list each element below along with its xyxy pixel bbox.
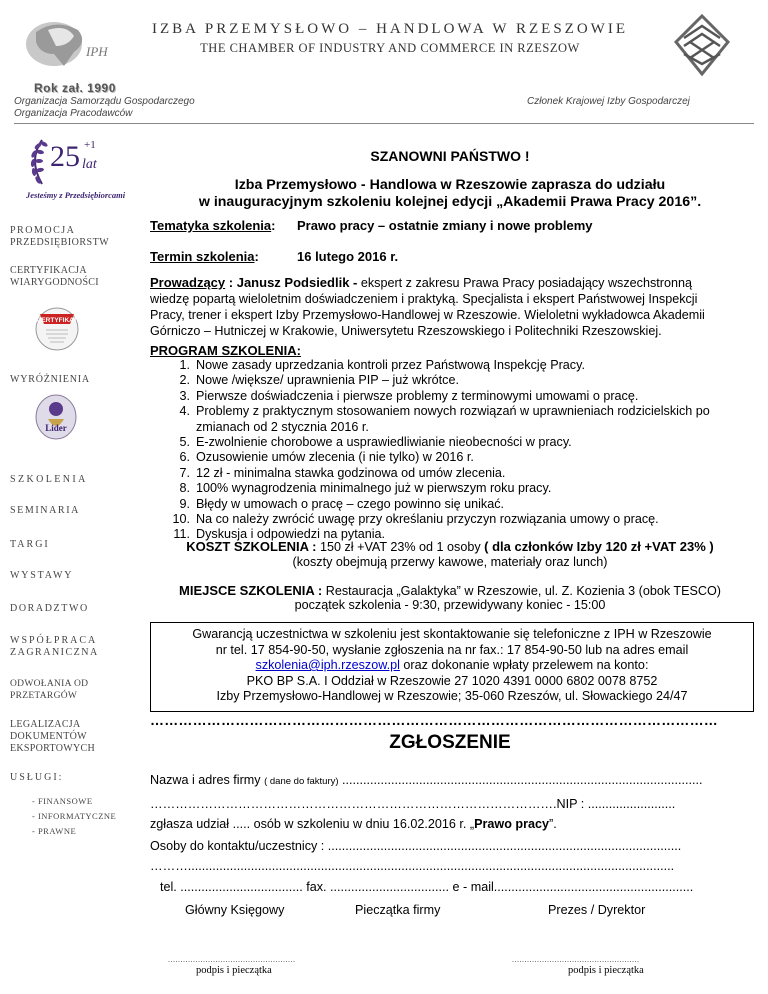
- sidebar-cert-2: WIARYGODNOŚCI: [10, 277, 99, 288]
- badge-slogan: Jesteśmy z Przedsiębiorcami: [26, 190, 126, 200]
- cost-line: [150, 539, 750, 554]
- date-label-text: Termin szkolenia: [150, 249, 255, 264]
- org-type-line1: Organizacja Samorządu Gospodarczego: [14, 96, 195, 107]
- program-title: PROGRAM SZKOLENIA:: [150, 343, 301, 358]
- place-label: MIEJSCE SZKOLENIA :: [179, 583, 323, 598]
- membership-note: Członek Krajowej Izby Gospodarczej: [527, 96, 690, 107]
- topic-label-text: Tematyka szkolenia: [150, 218, 272, 233]
- sidebar-service-law: - PRAWNE: [32, 826, 77, 836]
- cert-badge-text: CERTYFIKAT: [36, 317, 78, 324]
- program-item: 4. Problemy z praktycznym stosowaniem nowych rozwiązań w uprawnieniach rodzicielskich po: [179, 404, 710, 419]
- anniversary-badge-icon: [20, 132, 130, 207]
- signature-caption-left: podpis i pieczątka: [196, 965, 272, 976]
- box-line-1: Gwarancją uczestnictwa w szkoleniu jest skontaktowanie się telefoniczne z IPH w Rzeszowie: [192, 627, 712, 641]
- badge-number: 25: [50, 140, 80, 173]
- nip-field[interactable]: …………………………………………………………………………………….NIP : .........................: [150, 797, 676, 811]
- box-line-5: Izby Przemysłowo-Handlowej w Rzeszowie; 35-060 Rzeszów, ul. Słowackiego 24/47: [216, 689, 688, 703]
- sidebar-seminars: SEMINARIA: [10, 505, 80, 516]
- sidebar-awards: WYRÓŻNIENIA: [10, 374, 90, 385]
- place-time: początek szkolenia - 9:30, przewidywany koniec - 15:00: [294, 598, 606, 612]
- lider-badge-text: Lider: [45, 423, 67, 433]
- sidebar-consulting: DORADZTWO: [10, 603, 89, 614]
- trainer-desc-1: ekspert z zakresu Prawa Pracy posiadający wszechstronną: [357, 276, 692, 290]
- logo-letters: IPH: [86, 44, 108, 59]
- cost-member: ( dla członków Izby 120 zł +VAT 23% ): [484, 539, 714, 554]
- chamber-logo-icon: [18, 12, 118, 74]
- sidebar-appeals-1: ODWOŁANIA OD: [10, 679, 89, 689]
- topic-value: Prawo pracy – ostatnie zmiany i nowe problemy: [297, 218, 593, 233]
- president-label: Prezes / Dyrektor: [548, 903, 646, 917]
- date-value: 16 lutego 2016 r.: [297, 249, 399, 264]
- invitation-text: [150, 177, 750, 211]
- program-item: 9. Błędy w umowach o pracę – czego powinno się unikać.: [179, 496, 505, 511]
- sidebar-cert-1: CERTYFIKACJA: [10, 265, 87, 276]
- sidebar-legal-3: EKSPORTOWYCH: [10, 743, 96, 754]
- sidebar-exhibitions: WYSTAWY: [10, 570, 74, 581]
- sidebar-promo-1: PROMOCJA: [10, 225, 76, 236]
- header-divider: [14, 123, 754, 124]
- trainer-name: : Janusz Podsiedlik -: [228, 275, 358, 290]
- page-title: SZANOWNI PAŃSTWO !: [370, 148, 530, 164]
- program-item: 2. Nowe /większe/ uprawnienia PIP – już wkrótce.: [179, 373, 459, 388]
- badge-plus: +1: [84, 139, 96, 151]
- trainer-section: [150, 275, 750, 339]
- sidebar-coop-2: ZAGRANICZNA: [10, 647, 99, 658]
- lider-award-icon: [34, 393, 78, 441]
- chamber-name-pl: IZBA PRZEMYSŁOWO – HANDLOWA W RZESZOWIE: [151, 21, 628, 37]
- sidebar-coop-1: WSPÓŁPRACA: [10, 635, 98, 646]
- program-list: [170, 358, 755, 543]
- form-separator: …………………………………………………………………………………………………………: [150, 712, 718, 728]
- box-line-4: PKO BP S.A. I Oddział w Rzeszowie 27 1020 4391 0000 6802 0078 8752: [246, 673, 658, 688]
- badge-word: lat: [82, 157, 97, 172]
- cost-label: KOSZT SZKOLENIA :: [186, 539, 317, 554]
- sidebar-legal-2: DOKUMENTÓW: [10, 731, 87, 742]
- program-item: 7. 12 zł - minimalna stawka godzinowa od umów zlecenia.: [179, 465, 506, 480]
- accountant-label: Główny Księgowy: [185, 903, 285, 917]
- trainer-desc-2: wiedzę popartą wieloletnim doświadczeniem i praktyką. Specjalista i ekspert Państwowej Inspekcji: [150, 292, 698, 306]
- trainer-label: Prowadzący: [150, 275, 226, 290]
- tel-fax-email-field[interactable]: tel. ................................... fax. .................................. e - mail.........................................................: [160, 880, 694, 894]
- attendance-field[interactable]: zgłasza udział ..... osób w szkoleniu w dniu 16.02.2016 r. „Prawo pracy”.: [150, 817, 557, 831]
- sidebar-service-finance: - FINANSOWE: [32, 796, 93, 806]
- contact-field-2[interactable]: ………...........................................................................................................................................: [150, 859, 675, 873]
- payment-info-box: [150, 622, 754, 712]
- place-value: Restauracja „Galaktyka” w Rzeszowie, ul. Z. Kozienia 3 (obok TESCO): [322, 584, 721, 598]
- program-item: 8. 100% wynagrodzenia minimalnego już w pierwszym roku pracy.: [179, 481, 552, 496]
- program-item: 11. Dyskusja i odpowiedzi na pytania.: [173, 527, 386, 542]
- sidebar-training: SZKOLENIA: [10, 474, 88, 485]
- trainer-desc-3: Pracy, trener i ekspert Izby Przemysłowo-Handlowej w Rzeszowie. Wieloletni wykładowca Akademii: [150, 308, 705, 322]
- sidebar-promo-2: PRZEDSIĘBIORSTW: [10, 237, 110, 248]
- invitation-line-1: Izba Przemysłowo - Handlowa w Rzeszowie zaprasza do udziału: [234, 177, 666, 193]
- form-title: ZGŁOSZENIE: [389, 732, 511, 753]
- box-line-3: szkolenia@iph.rzeszow.pl oraz dokonanie wpłaty przelewem na konto:: [255, 658, 649, 672]
- email-link[interactable]: szkolenia@iph.rzeszow.pl: [255, 658, 400, 672]
- program-title-text: PROGRAM SZKOLENIA: [150, 343, 297, 358]
- trainer-desc-4: Górniczo – Hutniczej w Krakowie, Uniwersytetu Rzeszowskiego i Politechniki Rzeszowskiej.: [150, 324, 662, 338]
- date-label: Termin szkolenia:: [150, 249, 259, 264]
- signature-caption-right: podpis i pieczątka: [568, 965, 644, 976]
- sidebar-fairs: TARGI: [10, 539, 50, 550]
- company-field[interactable]: Nazwa i adres firmy ( dane do faktury) .......................................................................................................: [150, 773, 703, 787]
- program-item: zmianach od 2 stycznia 2016 r.: [196, 419, 369, 434]
- invitation-line-2: w inauguracyjnym szkoleniu kolejnej edycji „Akademii Prawa Pracy 2016”.: [198, 194, 702, 210]
- established-year: Rok zał. 1990: [34, 81, 116, 95]
- box-line-2: nr tel. 17 854-90-50, wysłanie zgłoszenia na nr fax.: 17 854-90-50 lub na adres email: [215, 642, 689, 657]
- place-line: [150, 583, 750, 598]
- org-type-line2: Organizacja Pracodawców: [14, 108, 133, 119]
- certificate-badge-icon: [34, 306, 80, 352]
- program-item: 1. Nowe zasady uprzedzania kontroli przez Państwową Inspekcję Pracy.: [179, 358, 585, 372]
- topic-label: Tematyka szkolenia:: [150, 218, 276, 233]
- sidebar-appeals-2: PRZETARGÓW: [10, 691, 78, 701]
- contact-field[interactable]: Osoby do kontaktu/uczestnicy : .....................................................................................................: [150, 839, 682, 853]
- cost-note: (koszty obejmują przerwy kawowe, materiały oraz lunch): [292, 555, 608, 569]
- chamber-name-en: THE CHAMBER OF INDUSTRY AND COMMERCE IN RZESZOW: [200, 41, 580, 55]
- sidebar-legal-1: LEGALIZACJA: [10, 719, 81, 730]
- program-item: 5. E-zwolnienie chorobowe a usprawiedliwianie nieobecności w pracy.: [179, 435, 572, 450]
- cost-value: 150 zł +VAT 23% od 1 osoby: [316, 540, 485, 554]
- program-item: 6. Ozusowienie umów zlecenia (i nie tylko) w 2016 r.: [179, 450, 474, 465]
- kig-logo-icon: [672, 14, 732, 76]
- signature-line-right[interactable]: ...................................................: [512, 955, 640, 964]
- stamp-label: Pieczątka firmy: [355, 903, 441, 917]
- sidebar-service-it: - INFORMATYCZNE: [32, 811, 117, 821]
- sidebar-services: USŁUGI:: [10, 772, 64, 783]
- program-item: 3. Pierwsze doświadczenia i pierwsze problemy z terminowymi umowami o pracę.: [179, 388, 639, 403]
- program-item: 10. Na co należy zwrócić uwagę przy określaniu przyczyn rozwiązania umowy o pracę.: [172, 512, 659, 527]
- signature-line-left[interactable]: ...................................................: [168, 955, 296, 964]
